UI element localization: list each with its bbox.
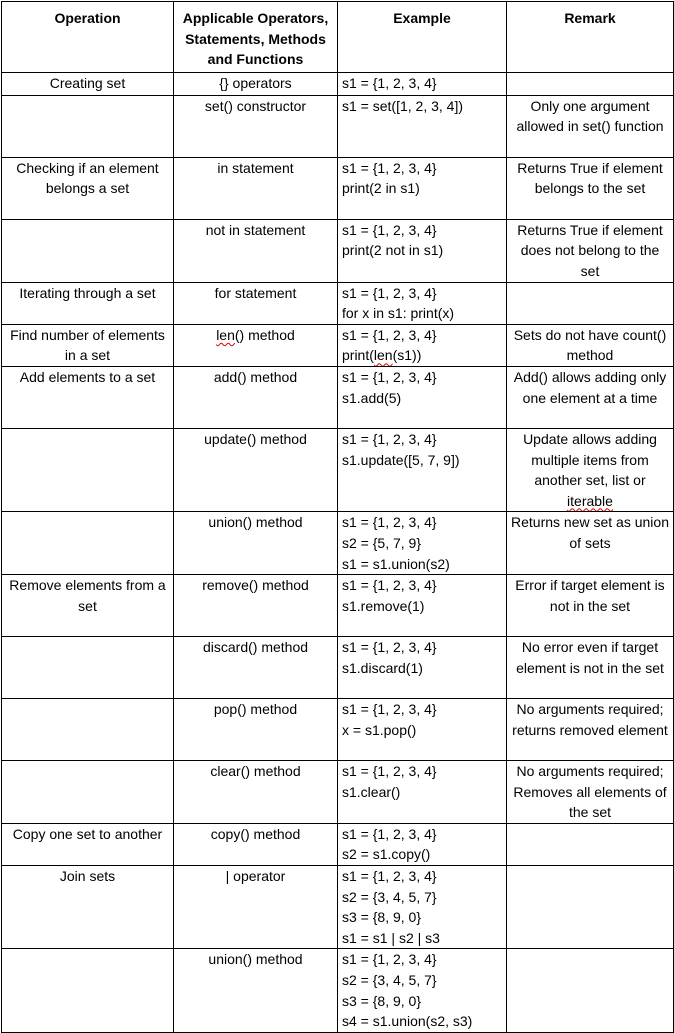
cell-applicable: len() method: [174, 324, 338, 366]
header-applicable: Applicable Operators, Statements, Methods and Functions: [174, 2, 338, 73]
cell-remark: [507, 823, 674, 865]
example-line: s1 = {1, 2, 3, 4}: [342, 577, 437, 594]
cell-operation: [2, 949, 174, 1033]
example-line: x = s1.pop(): [342, 721, 417, 738]
cell-example: [338, 637, 507, 699]
cell-operation: Checking if an element belongs a set: [2, 157, 174, 219]
table-row: [2, 428, 674, 511]
header-row: [2, 2, 674, 73]
cell-applicable: union() method: [174, 949, 338, 1033]
example-line: s1 = {1, 2, 3, 4}: [342, 284, 437, 301]
table-row: [2, 324, 674, 366]
cell-operation: Iterating through a set: [2, 282, 174, 324]
cell-remark: Only one argument allowed in set() function: [507, 95, 674, 157]
cell-example: [338, 366, 507, 428]
example-line: s1 = {1, 2, 3, 4}: [342, 368, 437, 385]
example-line: for x in s1: print(x): [342, 305, 455, 322]
cell-remark: Returns True if element belongs to the set: [507, 157, 674, 219]
table-row: [2, 823, 674, 865]
example-line: s1 = {1, 2, 3, 4}: [342, 701, 437, 718]
cell-example: [338, 324, 507, 366]
example-line: s1 = {1, 2, 3, 4}: [342, 763, 437, 780]
table-row: [2, 761, 674, 824]
cell-operation: Copy one set to another: [2, 823, 174, 865]
example-line: s1.discard(1): [342, 659, 423, 676]
cell-example: [338, 761, 507, 824]
cell-example: [338, 512, 507, 575]
cell-operation: [2, 512, 174, 575]
example-line: s1.clear(): [342, 783, 401, 800]
cell-remark: Sets do not have count() method: [507, 324, 674, 366]
cell-remark: Returns True if element does not belong to the set: [507, 219, 674, 282]
cell-example: [338, 823, 507, 865]
example-line: print(2 in s1): [342, 180, 420, 197]
example-line: s1 = {1, 2, 3, 4}: [342, 326, 437, 343]
cell-operation: [2, 219, 174, 282]
cell-operation: [2, 699, 174, 761]
example-line: print(2 not in s1): [342, 242, 444, 259]
table-row: [2, 575, 674, 637]
example-line: s1 = s1 | s2 | s3: [342, 929, 440, 946]
cell-example: [338, 575, 507, 637]
cell-example: [338, 699, 507, 761]
cell-operation: Join sets: [2, 866, 174, 949]
cell-remark: Error if target element is not in the set: [507, 575, 674, 637]
cell-operation: Remove elements from a set: [2, 575, 174, 637]
table-row: [2, 366, 674, 428]
cell-remark: Returns new set as union of sets: [507, 512, 674, 575]
table-row: [2, 219, 674, 282]
table-row: [2, 949, 674, 1033]
example-line: s1 = {1, 2, 3, 4}: [342, 825, 437, 842]
example-line: s2 = {3, 4, 5, 7}: [342, 972, 437, 989]
cell-example: [338, 72, 507, 95]
cell-applicable: set() constructor: [174, 95, 338, 157]
example-line: s1 = set([1, 2, 3, 4]): [342, 97, 464, 114]
cell-example: [338, 428, 507, 511]
example-line: s1 = {1, 2, 3, 4}: [342, 159, 437, 176]
example-line: s1 = {1, 2, 3, 4}: [342, 514, 437, 531]
cell-applicable: in statement: [174, 157, 338, 219]
example-line: s1 = {1, 2, 3, 4}: [342, 430, 437, 447]
example-line: s1.remove(1): [342, 597, 425, 614]
cell-operation: [2, 95, 174, 157]
table-row: [2, 637, 674, 699]
example-line: s4 = s1.union(s2, s3): [342, 1013, 473, 1030]
cell-remark: [507, 949, 674, 1033]
cell-remark: [507, 866, 674, 949]
table-row: [2, 866, 674, 949]
example-line: s3 = {8, 9, 0}: [342, 909, 422, 926]
cell-example: [338, 866, 507, 949]
cell-applicable: not in statement: [174, 219, 338, 282]
cell-example: [338, 282, 507, 324]
cell-applicable: {} operators: [174, 72, 338, 95]
example-line: s1 = {1, 2, 3, 4}: [342, 868, 437, 885]
cell-applicable: union() method: [174, 512, 338, 575]
set-operations-table: [1, 1, 674, 1033]
cell-applicable: for statement: [174, 282, 338, 324]
header-example: Example: [338, 2, 507, 73]
cell-applicable: pop() method: [174, 699, 338, 761]
example-line: s1.add(5): [342, 389, 402, 406]
cell-applicable: remove() method: [174, 575, 338, 637]
table-row: [2, 512, 674, 575]
cell-remark: Update allows adding multiple items from another set, list or iterable: [507, 428, 674, 511]
table-row: [2, 282, 674, 324]
header-remark: Remark: [507, 2, 674, 73]
example-line: s1 = {1, 2, 3, 4}: [342, 74, 437, 91]
cell-example: [338, 949, 507, 1033]
example-line: s2 = s1.copy(): [342, 846, 431, 863]
cell-operation: Find number of elements in a set: [2, 324, 174, 366]
cell-example: [338, 157, 507, 219]
example-line: s1 = {1, 2, 3, 4}: [342, 221, 437, 238]
cell-example: [338, 95, 507, 157]
cell-remark: No arguments required; returns removed element: [507, 699, 674, 761]
example-line: s1 = {1, 2, 3, 4}: [342, 639, 437, 656]
cell-remark: Add() allows adding only one element at a time: [507, 366, 674, 428]
table-row: [2, 72, 674, 95]
cell-applicable: | operator: [174, 866, 338, 949]
example-line: print(len(s1)): [342, 347, 422, 364]
cell-operation: [2, 761, 174, 824]
cell-applicable: add() method: [174, 366, 338, 428]
example-line: s1 = {1, 2, 3, 4}: [342, 951, 437, 968]
cell-applicable: clear() method: [174, 761, 338, 824]
cell-operation: Add elements to a set: [2, 366, 174, 428]
table-row: [2, 157, 674, 219]
cell-operation: Creating set: [2, 72, 174, 95]
example-line: s1.update([5, 7, 9]): [342, 451, 460, 468]
cell-applicable: discard() method: [174, 637, 338, 699]
cell-operation: [2, 637, 174, 699]
cell-remark: [507, 72, 674, 95]
cell-applicable: copy() method: [174, 823, 338, 865]
example-line: s1 = s1.union(s2): [342, 555, 450, 572]
cell-operation: [2, 428, 174, 511]
example-line: s2 = {5, 7, 9}: [342, 534, 422, 551]
cell-example: [338, 219, 507, 282]
example-line: s2 = {3, 4, 5, 7}: [342, 888, 437, 905]
header-operation: Operation: [2, 2, 174, 73]
table-row: [2, 95, 674, 157]
cell-applicable: update() method: [174, 428, 338, 511]
cell-remark: [507, 282, 674, 324]
cell-remark: No arguments required; Removes all elements of the set: [507, 761, 674, 824]
table-row: [2, 699, 674, 761]
cell-remark: No error even if target element is not in the set: [507, 637, 674, 699]
example-line: s3 = {8, 9, 0}: [342, 992, 422, 1009]
